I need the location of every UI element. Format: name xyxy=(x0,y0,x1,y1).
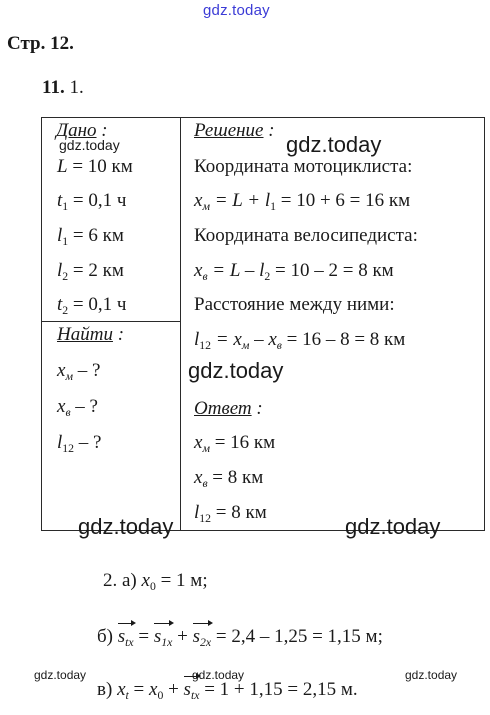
formula-var: l xyxy=(194,329,200,350)
part2-b-s1: s xyxy=(153,626,162,647)
formula-tail: = 10 – 2 = 8 км xyxy=(270,260,394,281)
page-heading: Стр. 12. xyxy=(7,33,74,54)
part2-b-value: = 2,4 – 1,25 = 1,15 м; xyxy=(211,626,383,647)
part2-b-s2-sub: 2x xyxy=(200,636,212,650)
watermark-solution: gdz.today xyxy=(286,132,382,157)
find-header-colon: : xyxy=(112,324,125,345)
given-value: = 0,1 ч xyxy=(68,294,127,315)
part2-v-vector xyxy=(184,679,200,701)
formula-var: x xyxy=(194,260,203,281)
watermark-bottom-left: gdz.today xyxy=(78,514,174,539)
formula-sub: в xyxy=(202,270,208,284)
answer-value: = 16 км xyxy=(209,432,276,453)
table-vertical-divider xyxy=(180,117,181,531)
given-header-colon: : xyxy=(96,120,108,141)
find-sub: в xyxy=(65,406,71,420)
answer-value: = 8 км xyxy=(211,502,267,523)
formula-sub3: в xyxy=(276,339,282,353)
find-sub: 12 xyxy=(62,442,75,456)
solution-header xyxy=(194,120,275,142)
answer-var: x xyxy=(194,432,203,453)
find-var: x xyxy=(57,396,66,417)
table-given-divider xyxy=(41,321,181,322)
given-sub: 1 xyxy=(62,200,69,214)
watermark-footer-left: gdz.today xyxy=(34,668,87,682)
answer-sub: м xyxy=(202,442,210,456)
watermark-top: gdz.today xyxy=(203,2,270,19)
part2-b-plus: + xyxy=(172,626,193,647)
formula-tail: = 16 – 8 = 8 км xyxy=(281,329,406,350)
part2-a-sub: 0 xyxy=(149,580,156,594)
given-item-t1 xyxy=(57,190,126,212)
answer-item-xv xyxy=(194,467,263,489)
answer-sub: в xyxy=(202,477,208,491)
find-value: – ? xyxy=(72,360,101,381)
answer-item-l12 xyxy=(194,502,267,524)
part2-b-s-sub: tx xyxy=(125,636,134,650)
find-var: x xyxy=(57,360,66,381)
given-var: l xyxy=(57,225,63,246)
given-item-t2 xyxy=(57,294,126,316)
find-header xyxy=(57,324,124,346)
part2-b-vector2 xyxy=(193,626,212,648)
answer-value: = 8 км xyxy=(207,467,264,488)
bike-formula xyxy=(194,260,394,282)
formula-sub: м xyxy=(202,200,210,214)
part2-a-var: x xyxy=(141,570,150,591)
given-header-text: Дано xyxy=(56,120,97,141)
watermark-footer-right: gdz.today xyxy=(405,668,458,682)
given-item-L xyxy=(57,156,133,178)
solution-header-text: Решение xyxy=(194,120,264,141)
watermark-bottom-right: gdz.today xyxy=(345,514,441,539)
part2-b xyxy=(97,626,383,648)
answer-sub: 12 xyxy=(199,512,212,526)
watermark-given: gdz.today xyxy=(59,137,120,153)
formula-rest: = L + l xyxy=(209,190,271,211)
find-item-xv xyxy=(57,396,98,418)
given-var: t xyxy=(57,294,63,315)
given-value: = 10 км xyxy=(67,156,133,177)
given-value: = 0,1 ч xyxy=(68,190,127,211)
find-sub: м xyxy=(65,370,73,384)
part2-v xyxy=(97,679,358,701)
given-sub: 2 xyxy=(62,270,69,284)
given-sub: 2 xyxy=(62,304,69,318)
part2-v-s: s xyxy=(183,679,191,700)
given-item-l2 xyxy=(57,260,124,282)
solution-header-colon: : xyxy=(263,120,275,141)
part2-v-plus: + xyxy=(163,679,184,700)
given-item-l1 xyxy=(57,225,124,247)
moto-formula xyxy=(194,190,410,212)
answer-item-xm xyxy=(194,432,275,454)
part2-v-label: в) xyxy=(97,679,113,700)
answer-var: x xyxy=(194,467,203,488)
part2-v-x0-sub: 0 xyxy=(157,689,164,703)
given-value: = 6 км xyxy=(68,225,124,246)
formula-sub2: 1 xyxy=(270,200,276,214)
part2-v-s-sub: tx xyxy=(190,689,200,703)
given-sub: 1 xyxy=(62,235,69,249)
part2-v-x0: x xyxy=(149,679,158,700)
watermark-middle: gdz.today xyxy=(188,358,284,383)
part2-b-s1-sub: 1x xyxy=(161,636,173,650)
part2-b-vector1 xyxy=(154,626,173,648)
find-header-text: Найти xyxy=(57,324,113,345)
part2-a-label: 2. а) xyxy=(103,570,137,591)
part2-v-var: x xyxy=(117,679,126,700)
part2-b-s: s xyxy=(117,626,126,647)
find-item-l12 xyxy=(57,432,101,454)
problem-part: 1. xyxy=(69,77,84,98)
formula-rest: = x xyxy=(211,329,242,350)
formula-rest: = L – l xyxy=(207,260,265,281)
given-var: L xyxy=(57,156,68,177)
formula-var: x xyxy=(194,190,203,211)
answer-header-text: Ответ xyxy=(194,398,252,419)
part2-v-eq: = xyxy=(128,679,149,700)
formula-sub2: 2 xyxy=(264,270,271,284)
given-var: l xyxy=(57,260,63,281)
dist-label: Расстояние между ними: xyxy=(194,294,395,315)
formula-mid: – x xyxy=(249,329,277,350)
problem-number xyxy=(42,77,84,99)
problem-number-bold: 11. xyxy=(42,77,65,98)
part2-b-vector xyxy=(118,626,134,648)
answer-header xyxy=(194,398,263,420)
watermark-footer-center: gdz.today xyxy=(192,668,245,682)
part2-v-sub: t xyxy=(125,689,129,703)
moto-label: Координата мотоциклиста: xyxy=(194,156,413,177)
formula-tail: = 10 + 6 = 16 км xyxy=(276,190,411,211)
formula-sub2: м xyxy=(241,339,250,353)
find-value: – ? xyxy=(74,432,102,453)
find-var: l xyxy=(57,432,63,453)
part2-v-value: = 1 + 1,15 = 2,15 м. xyxy=(199,679,358,700)
formula-sub: 12 xyxy=(199,339,212,353)
part2-b-eq: = xyxy=(133,626,154,647)
part2-b-label: б) xyxy=(97,626,113,647)
bike-label: Координата велосипедиста: xyxy=(194,225,418,246)
given-var: t xyxy=(57,190,63,211)
dist-formula xyxy=(194,329,405,351)
part2-a-value: = 1 м; xyxy=(155,570,208,591)
part2-b-s2: s xyxy=(192,626,201,647)
part2-a xyxy=(103,570,208,592)
answer-header-colon: : xyxy=(251,398,263,419)
find-item-xm xyxy=(57,360,100,382)
answer-var: l xyxy=(194,502,200,523)
find-value: – ? xyxy=(70,396,98,417)
given-value: = 2 км xyxy=(68,260,124,281)
